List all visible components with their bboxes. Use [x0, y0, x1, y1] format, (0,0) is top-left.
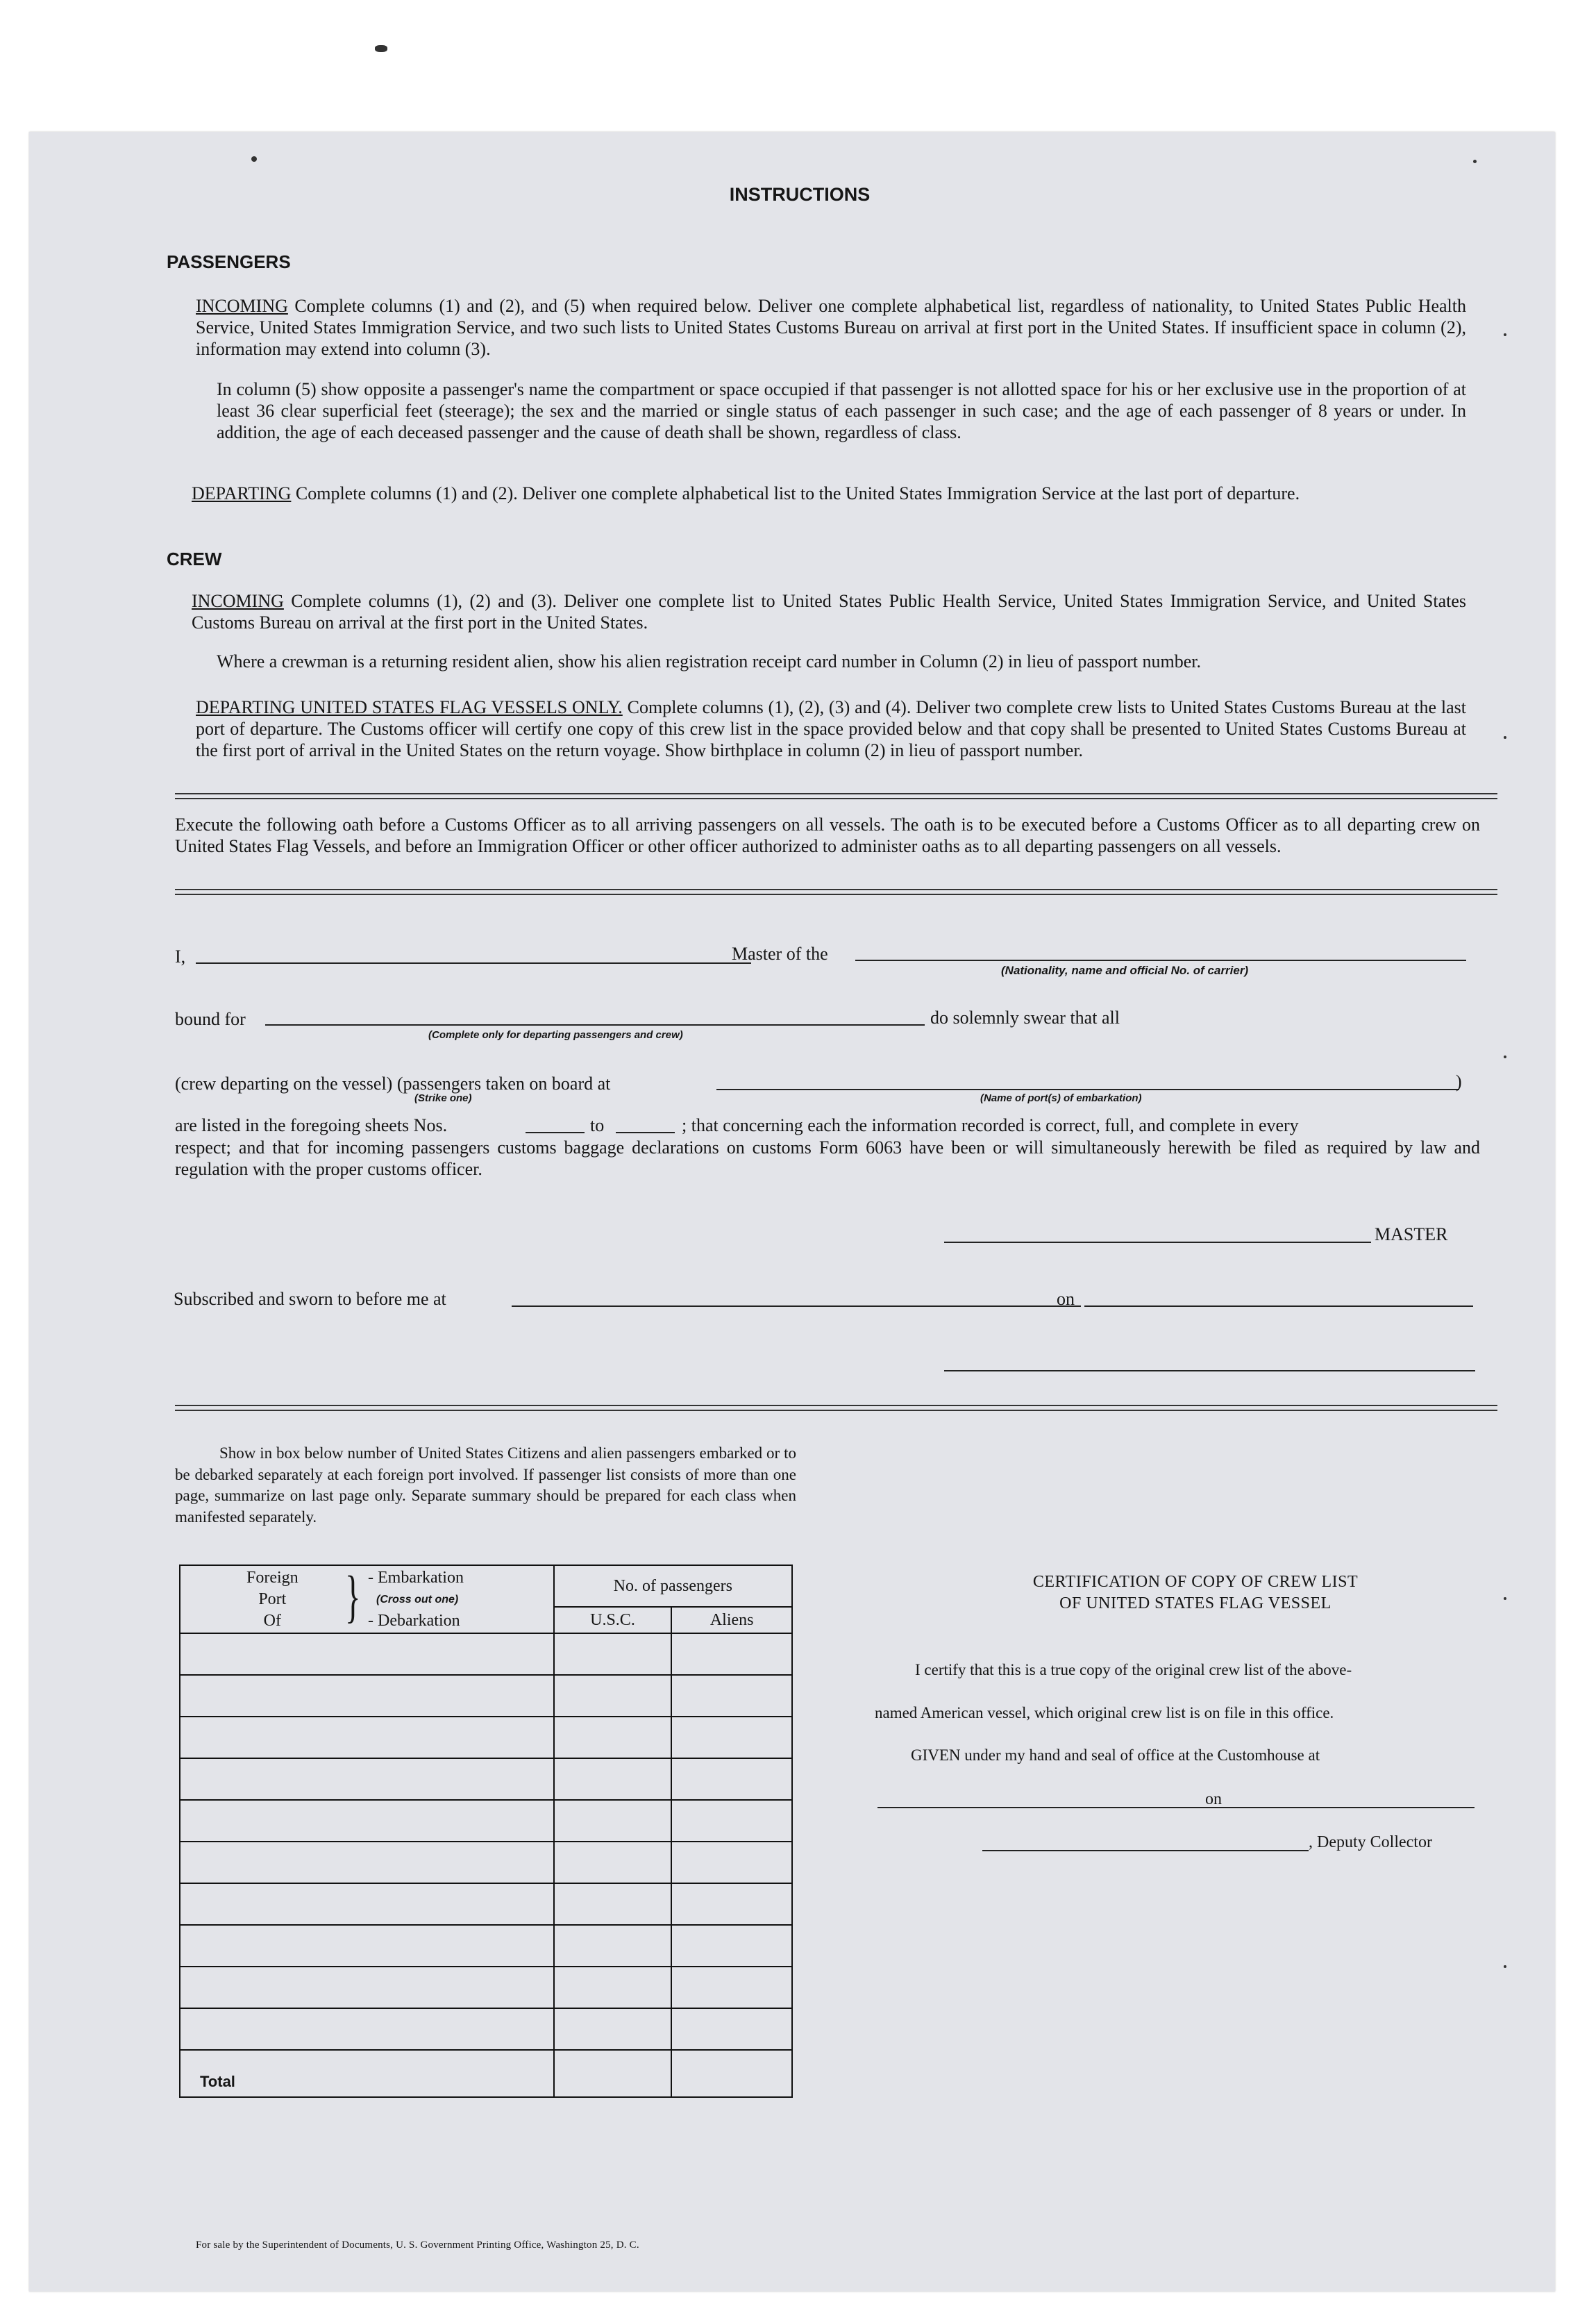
table-row	[180, 1925, 792, 1967]
usc-cell[interactable]	[554, 1633, 672, 1675]
sworn-date-field[interactable]	[1084, 1305, 1473, 1307]
table-row	[180, 2008, 792, 2050]
scan-speck	[375, 45, 387, 52]
master-of-label: Master of the	[732, 944, 828, 964]
certification-line2: named American vessel, which original crew list is on file in this office.	[875, 1704, 1334, 1721]
scan-speck	[1504, 1597, 1506, 1600]
summary-instruction: Show in box below number of United States Citizens and alien passengers embarked or to be debarked separately at each foreign port involved. If passenger list consists of more than one page, summarize on last page only. Separate summary should be prepared for each class when manifested separately.	[175, 1444, 796, 1526]
oath-continuation: respect; and that for incoming passengers customs baggage declarations on customs Form 6063 have been or will simultaneously herewith be filed as required by law and regulation with the proper customs officer.	[175, 1137, 1480, 1179]
form-sheet	[29, 132, 1555, 2292]
table-row	[180, 1633, 792, 1675]
passengers-departing	[192, 483, 1466, 504]
scan-speck	[251, 156, 257, 162]
crew-departing-text: Complete columns (1), (2), (3) and (4). Deliver two complete crew lists to United States Customs Bureau at the last port of departure. The Customs officer will certify one copy of this crew list in the space provided below and that copy shall be presented to United States Customs Bureau at the first port of arrival in the United States on the return voyage. Show birthplace in column (2) in lieu of passport number.	[196, 697, 1466, 760]
port-cell[interactable]	[180, 1883, 554, 1925]
debarkation-label: - Debarkation	[368, 1612, 460, 1630]
embarkation-field[interactable]	[716, 1089, 1459, 1090]
certification-title	[911, 1571, 1480, 1615]
brace-icon: }	[345, 1565, 361, 1629]
passenger-summary-table	[179, 1565, 793, 2098]
foreign-label: Foreign	[246, 1569, 299, 1587]
aliens-cell[interactable]	[671, 2008, 792, 2050]
of-label: Of	[263, 1612, 281, 1630]
crew-alien: Where a crewman is a returning resident alien, show his alien registration receipt card number in Column (2) in lieu of passport number.	[217, 651, 1202, 671]
certification-date-field[interactable]	[1230, 1807, 1475, 1808]
usc-cell[interactable]	[554, 1842, 672, 1883]
port-cell[interactable]	[180, 1925, 554, 1967]
oath-i-label: I,	[175, 946, 186, 967]
master-name-field[interactable]	[196, 962, 751, 964]
port-cell[interactable]	[180, 1633, 554, 1675]
port-cell[interactable]	[180, 1800, 554, 1842]
usc-cell[interactable]	[554, 1758, 672, 1800]
footer-note: For sale by the Superintendent of Documents, U. S. Government Printing Office, Washington 25, D. C.	[196, 2239, 639, 2251]
port-cell[interactable]	[180, 1717, 554, 1758]
divider	[175, 1405, 1497, 1411]
port-label: Port	[258, 1590, 287, 1608]
crew-departing-label: DEPARTING UNITED STATES FLAG VESSELS ONLY.	[196, 697, 623, 717]
page-title: INSTRUCTIONS	[729, 184, 871, 205]
aliens-cell[interactable]	[671, 1717, 792, 1758]
bound-caption: (Complete only for departing passengers and crew)	[428, 1029, 683, 1041]
usc-cell[interactable]	[554, 1717, 672, 1758]
scan-speck	[1504, 1056, 1506, 1058]
no-passengers-header: No. of passengers	[554, 1565, 792, 1607]
certification-title-line1: CERTIFICATION OF COPY OF CREW LIST	[1032, 1573, 1359, 1591]
passengers-column5: In column (5) show opposite a passenger's name the compartment or space occupied if that passenger is not allotted space for his or her exclusive use in the proportion of at least 36 clear superficial feet (steerage); the sex and the married or single status of each passenger in such case; and the age of each passenger of 8 years or under. In addition, the age of each deceased passenger and the cause of death shall be shown, regardless of class.	[217, 379, 1466, 442]
cross-out-label: (Cross out one)	[376, 1594, 459, 1605]
aliens-cell[interactable]	[671, 1758, 792, 1800]
usc-cell[interactable]	[554, 1967, 672, 2008]
crew-incoming	[192, 590, 1466, 633]
deputy-collector-label: , Deputy Collector	[1309, 1833, 1432, 1851]
crew-incoming-text: Complete columns (1), (2) and (3). Deliver one complete list to United States Public Health Service, United States Immigration Service, and United States Customs Bureau on arrival at the first port in the United States.	[192, 591, 1467, 633]
table-row	[180, 1758, 792, 1800]
usc-cell[interactable]	[554, 1883, 672, 1925]
table-row	[180, 1883, 792, 1925]
divider	[175, 793, 1497, 799]
aliens-cell[interactable]	[671, 1675, 792, 1717]
usc-header: U.S.C.	[554, 1607, 672, 1633]
strike-caption: (Strike one)	[414, 1092, 472, 1104]
swear-label: do solemnly swear that all	[930, 1008, 1120, 1028]
divider	[175, 889, 1497, 895]
oath-instruction: Execute the following oath before a Customs Officer as to all arriving passengers on all vessels. The oath is to be executed before a Customs Officer as to all departing crew on United States Flag Vessels, and before an Immigration Officer or other officer authorized to administer oaths as to all departing passengers on all vessels.	[175, 815, 1480, 856]
port-cell[interactable]	[180, 1675, 554, 1717]
certification-line3: GIVEN under my hand and seal of office at the Customhouse at	[911, 1746, 1320, 1764]
usc-cell[interactable]	[554, 1675, 672, 1717]
deputy-signature-field[interactable]	[982, 1850, 1309, 1851]
total-label	[180, 2050, 554, 2097]
customhouse-field[interactable]	[877, 1807, 1233, 1808]
port-cell[interactable]	[180, 2008, 554, 2050]
usc-total-cell[interactable]	[554, 2050, 672, 2097]
port-cell[interactable]	[180, 1967, 554, 2008]
table-row	[180, 1800, 792, 1842]
officer-signature-field[interactable]	[944, 1370, 1475, 1371]
total-text: Total	[200, 2073, 235, 2090]
bound-for-field[interactable]	[265, 1024, 925, 1026]
aliens-cell[interactable]	[671, 1842, 792, 1883]
crew-departing	[196, 696, 1466, 761]
usc-cell[interactable]	[554, 1800, 672, 1842]
total-row	[180, 2050, 792, 2097]
sheet-to-field[interactable]	[616, 1132, 675, 1133]
passengers-incoming	[196, 295, 1466, 360]
passengers-incoming-text: Complete columns (1) and (2), and (5) when required below. Deliver one complete alphabetical list, regardless of nationality, to United States Public Health Service, United States Immigration Service, and two such lists to United States Customs Bureau on arrival at first port in the United States. If insufficient space in column (2), information may extend into column (3).	[196, 296, 1467, 359]
sheet-from-field[interactable]	[526, 1132, 585, 1133]
crew-departing-label: (crew departing on the vessel) (passengers taken on board at	[175, 1074, 611, 1094]
aliens-cell[interactable]	[671, 1800, 792, 1842]
on-label: on	[1057, 1289, 1075, 1309]
listed-to: to	[590, 1115, 605, 1135]
scan-speck	[1504, 736, 1506, 739]
passengers-incoming-label: INCOMING	[196, 296, 288, 316]
certification-on-label: on	[1205, 1790, 1222, 1808]
carrier-caption: (Nationality, name and official No. of carrier)	[1001, 964, 1249, 977]
aliens-cell[interactable]	[671, 1967, 792, 2008]
close-paren: )	[1456, 1071, 1462, 1092]
carrier-field[interactable]	[855, 960, 1466, 961]
sworn-place-field[interactable]	[512, 1305, 1081, 1307]
aliens-cell[interactable]	[671, 1883, 792, 1925]
bound-for-label: bound for	[175, 1009, 246, 1029]
port-cell[interactable]	[180, 1842, 554, 1883]
embark-caption: (Name of port(s) of embarkation)	[980, 1092, 1142, 1104]
master-signature-field[interactable]	[944, 1242, 1371, 1243]
aliens-cell[interactable]	[671, 1925, 792, 1967]
scan-speck	[1504, 1965, 1506, 1968]
scan-speck	[1473, 160, 1477, 163]
embarkation-label: - Embarkation	[368, 1569, 464, 1587]
master-label: MASTER	[1375, 1224, 1448, 1244]
table-row	[180, 1967, 792, 2008]
table-row	[180, 1717, 792, 1758]
listed-b: ; that concerning each the information recorded is correct, full, and complete in every	[682, 1115, 1299, 1135]
foreign-port-header	[180, 1565, 554, 1633]
listed-a: are listed in the foregoing sheets Nos.	[175, 1115, 448, 1135]
aliens-header: Aliens	[671, 1607, 792, 1633]
crew-incoming-label: INCOMING	[192, 591, 284, 611]
scan-speck	[1504, 333, 1506, 336]
table-row	[180, 1675, 792, 1717]
certification-line1: I certify that this is a true copy of the original crew list of the above-	[915, 1661, 1352, 1678]
passengers-departing-text: Complete columns (1) and (2). Deliver one complete alphabetical list to the United States Immigration Service at the last port of departure.	[295, 483, 1300, 503]
usc-cell[interactable]	[554, 1925, 672, 1967]
table-row	[180, 1842, 792, 1883]
crew-heading: CREW	[167, 549, 222, 569]
usc-cell[interactable]	[554, 2008, 672, 2050]
aliens-total-cell[interactable]	[671, 2050, 792, 2097]
certification-title-line2: OF UNITED STATES FLAG VESSEL	[1059, 1594, 1332, 1612]
passengers-heading: PASSENGERS	[167, 251, 291, 272]
port-cell[interactable]	[180, 1758, 554, 1800]
aliens-cell[interactable]	[671, 1633, 792, 1675]
passengers-departing-label: DEPARTING	[192, 483, 292, 503]
subscribed-label: Subscribed and sworn to before me at	[174, 1289, 446, 1309]
